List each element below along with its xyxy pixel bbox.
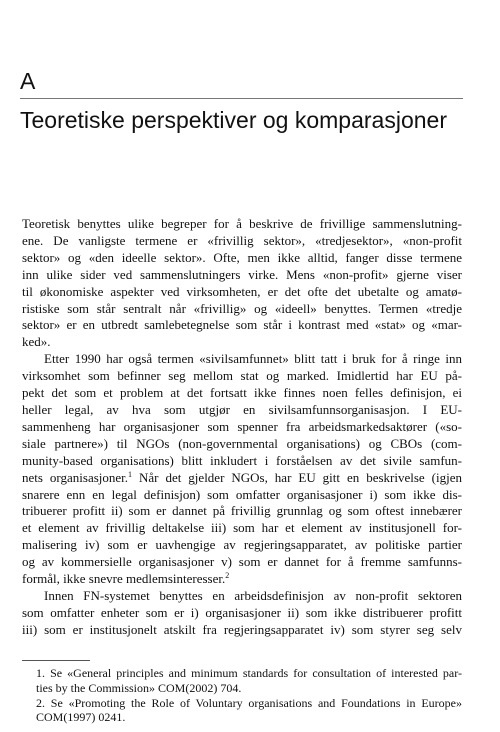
text-line: malisering iv) som er uavhengige av regjeringsapparatet, av politiske partier	[22, 537, 462, 553]
text-line	[22, 571, 462, 588]
paragraph-1	[22, 216, 462, 351]
text-line: og av kommersielle organisasjoner v) som er dannet for å fremme samfunns-	[22, 554, 462, 570]
text-line: Innen FN-systemet benyttes en arbeidsdefinisjon av non-profit sektoren	[44, 587, 462, 603]
text-line: et element av frivillig deltakelse iii) som har et element av institusjonell for-	[22, 520, 462, 536]
footnote-ref-1[interactable]: 1	[128, 469, 133, 479]
paragraph-3	[22, 588, 462, 639]
text-line: 1. Se «General principles and minimum standards for consultation of interested par-	[36, 666, 462, 680]
text-line: ties by the Commission» COM(2002) 704.	[36, 680, 242, 695]
text-line: pekt det som et problem at det fortsatt ikke finnes noen felles definisjon, ei	[22, 385, 462, 401]
text-line: sammenheng har organisasjoner som spenner fra arbeidsmarkedsaktører («so-	[22, 418, 462, 434]
text-line: til økonomiske aspekter ved virksomheten, er det ofte det ubetalte og amatø-	[22, 283, 462, 299]
text-line: snarere enn en legal definisjon) som omfatter organisasjoner i) som ikke dis-	[22, 486, 462, 502]
text-line: ene. De vanligste termene er «frivillig sektor», «tredjesektor», «non-profit	[22, 232, 462, 248]
text-line: som omfatter enheter som er i) organisasjoner ii) som ikke distribuerer profitt	[22, 604, 462, 620]
text-line: inn ulike sider ved sammenslutningers virke. Mens «non-profit» gjerne viser	[22, 266, 462, 282]
text-line: ked».	[22, 334, 51, 350]
footnote-2	[22, 696, 462, 726]
text-line: Etter 1990 har også termen «sivilsamfunnet» blitt tatt i bruk for å ringe inn	[44, 351, 462, 367]
text-line: tribuerer profitt ii) som er dannet på frivillig grunnlag og som oftest innebærer	[22, 503, 462, 519]
body-text	[22, 216, 462, 639]
text-line: Teoretisk benyttes ulike begreper for å beskrive de frivillige sammenslutning-	[22, 216, 462, 231]
text-fragment: nets organisasjoner.	[22, 469, 129, 485]
paragraph-2	[22, 351, 462, 588]
footnotes	[22, 666, 462, 725]
text-line: virksomhet som befinner seg mellom stat og marked. Imidlertid har EU på-	[22, 368, 462, 384]
header-rule	[20, 98, 463, 99]
footnote-ref-2[interactable]: 2	[225, 571, 230, 581]
text-line: COM(1997) 0241.	[36, 710, 126, 725]
text-fragment: Når det gjelder NGOs, har EU gitt en beskrivelse (igjen	[132, 469, 462, 485]
text-fragment: formål, ikke snevre medlemsinteresser.	[22, 571, 226, 587]
text-line	[22, 470, 462, 487]
text-line: iii) som er institusjonelt atskilt fra regjeringsapparatet iv) som styrer seg selv	[22, 621, 462, 637]
chapter-title: Teoretiske perspektiver og komparasjoner	[20, 107, 447, 133]
text-line: sektor» og «den ideelle sektor». Ofte, men ikke alltid, fanger disse termene	[22, 249, 462, 265]
text-line: heller legal, av hva som utgjør en sivilsamfunnsorganisasjon. I EU-	[22, 401, 462, 417]
footnote-1	[22, 666, 462, 696]
text-line: 2. Se «Promoting the Role of Voluntary organisations and Foundations in Europe»	[36, 695, 462, 710]
text-line: siale partnere») til NGOs (non-governmental organisations) og CBOs (com-	[22, 435, 462, 451]
footnote-rule	[22, 660, 90, 661]
text-line: sektor» er en utbredt samlebetegnelse som står i kontrast med «stat» og «mar-	[22, 317, 462, 333]
part-label: A	[20, 68, 36, 94]
text-line: ristiske som står sentralt når «frivillig» og «ideell» benyttes. Termen «tredje	[22, 300, 462, 316]
text-line: munity-based organisations) blitt inkludert i forståelsen av det sivile samfun-	[22, 452, 462, 468]
